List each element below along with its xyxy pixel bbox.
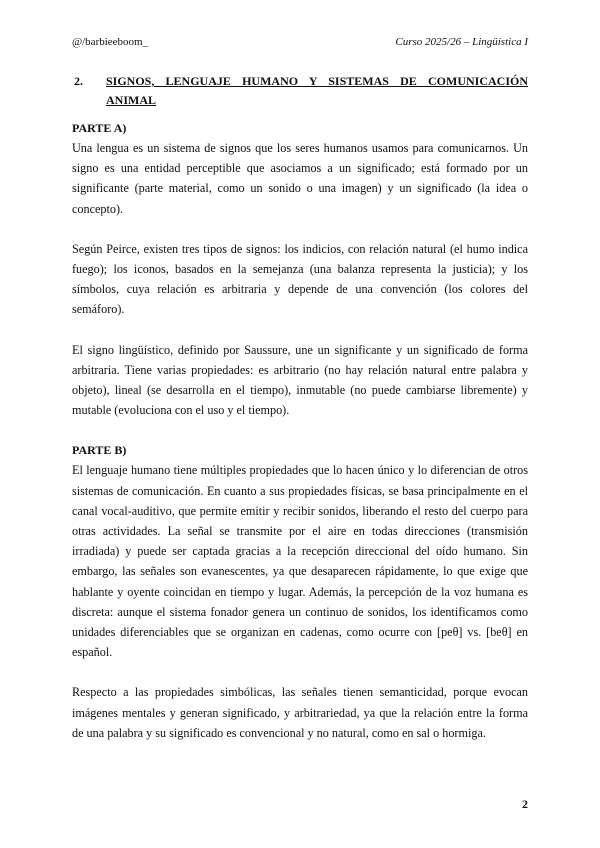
header-author: @/barbieeboom_	[72, 36, 149, 48]
section-title	[72, 72, 528, 110]
page-number: 2	[522, 797, 528, 811]
paragraph: Respecto a las propiedades simbólicas, las señales tienen semanticidad, porque evocan imágenes mentales y generan significado, y arbitrariedad, ya que la relación entre la forma de una palabra y su significado es convencional y no natural, como en sal o hormiga.	[72, 685, 528, 740]
header-course: Curso 2025/26 – Lingüística I	[395, 36, 528, 48]
paragraph: Según Peirce, existen tres tipos de signos: los indicios, con relación natural (el humo indica fuego); los iconos, basados en la semejanza (una balanza representa la justicia); y los símbolos, cuya relación es arbitraria y depende de una convención (los colores del semáforo).	[72, 241, 528, 317]
section-number: 2.	[74, 74, 83, 88]
page-content	[72, 72, 528, 763]
paragraph: Una lengua es un sistema de signos que los seres humanos usamos para comunicarnos. Un signo es una entidad perceptible que asociamos a un significado; está formado por un significante (parte material, como un sonido o una imagen) y un significado (la idea o concepto).	[72, 141, 528, 216]
part-b-label: PARTE B)	[72, 443, 127, 458]
paragraph: El lenguaje humano tiene múltiples propiedades que lo hacen único y lo diferencian de otros sistemas de comunicación. En cuanto a sus propiedades físicas, se basa principalmente en el canal vocal-auditivo, que permite emitir y recibir sonidos, liberando el resto del cuerpo para otras actividades. La señal se transmite por el aire en todas direcciones (transmisión irradiada) y puede ser captada gracias a la recepción direccional del oído humano. Sin embargo, las señales son evanescentes, ya que desaparecen rápidamente, lo que exige que hablante y oyente coincidan en tiempo y lugar. Además, la percepción de la voz humana es discreta: aunque el sistema fonador genera un continuo de sonidos, los identificamos como unidades diferenciables que se organizan en cadenas, como ocurre con [peθ] vs. [beθ] en español.	[72, 463, 528, 660]
paragraph: El signo lingüístico, definido por Saussure, une un significante y un significado de forma arbitraria. Tiene varias propiedades: es arbitrario (no hay relación natural entre palabra y objeto), lineal (se desarrolla en el tiempo), inmutable (no puede cambiarse libremente) y mutable (evoluciona con el uso y el tiempo).	[72, 342, 528, 418]
section-title-text: SIGNOS, LENGUAJE HUMANO Y SISTEMAS DE COMUNICACIÓN ANIMAL	[106, 74, 528, 107]
page-header	[72, 36, 528, 52]
part-a-label: PARTE A)	[72, 121, 127, 135]
